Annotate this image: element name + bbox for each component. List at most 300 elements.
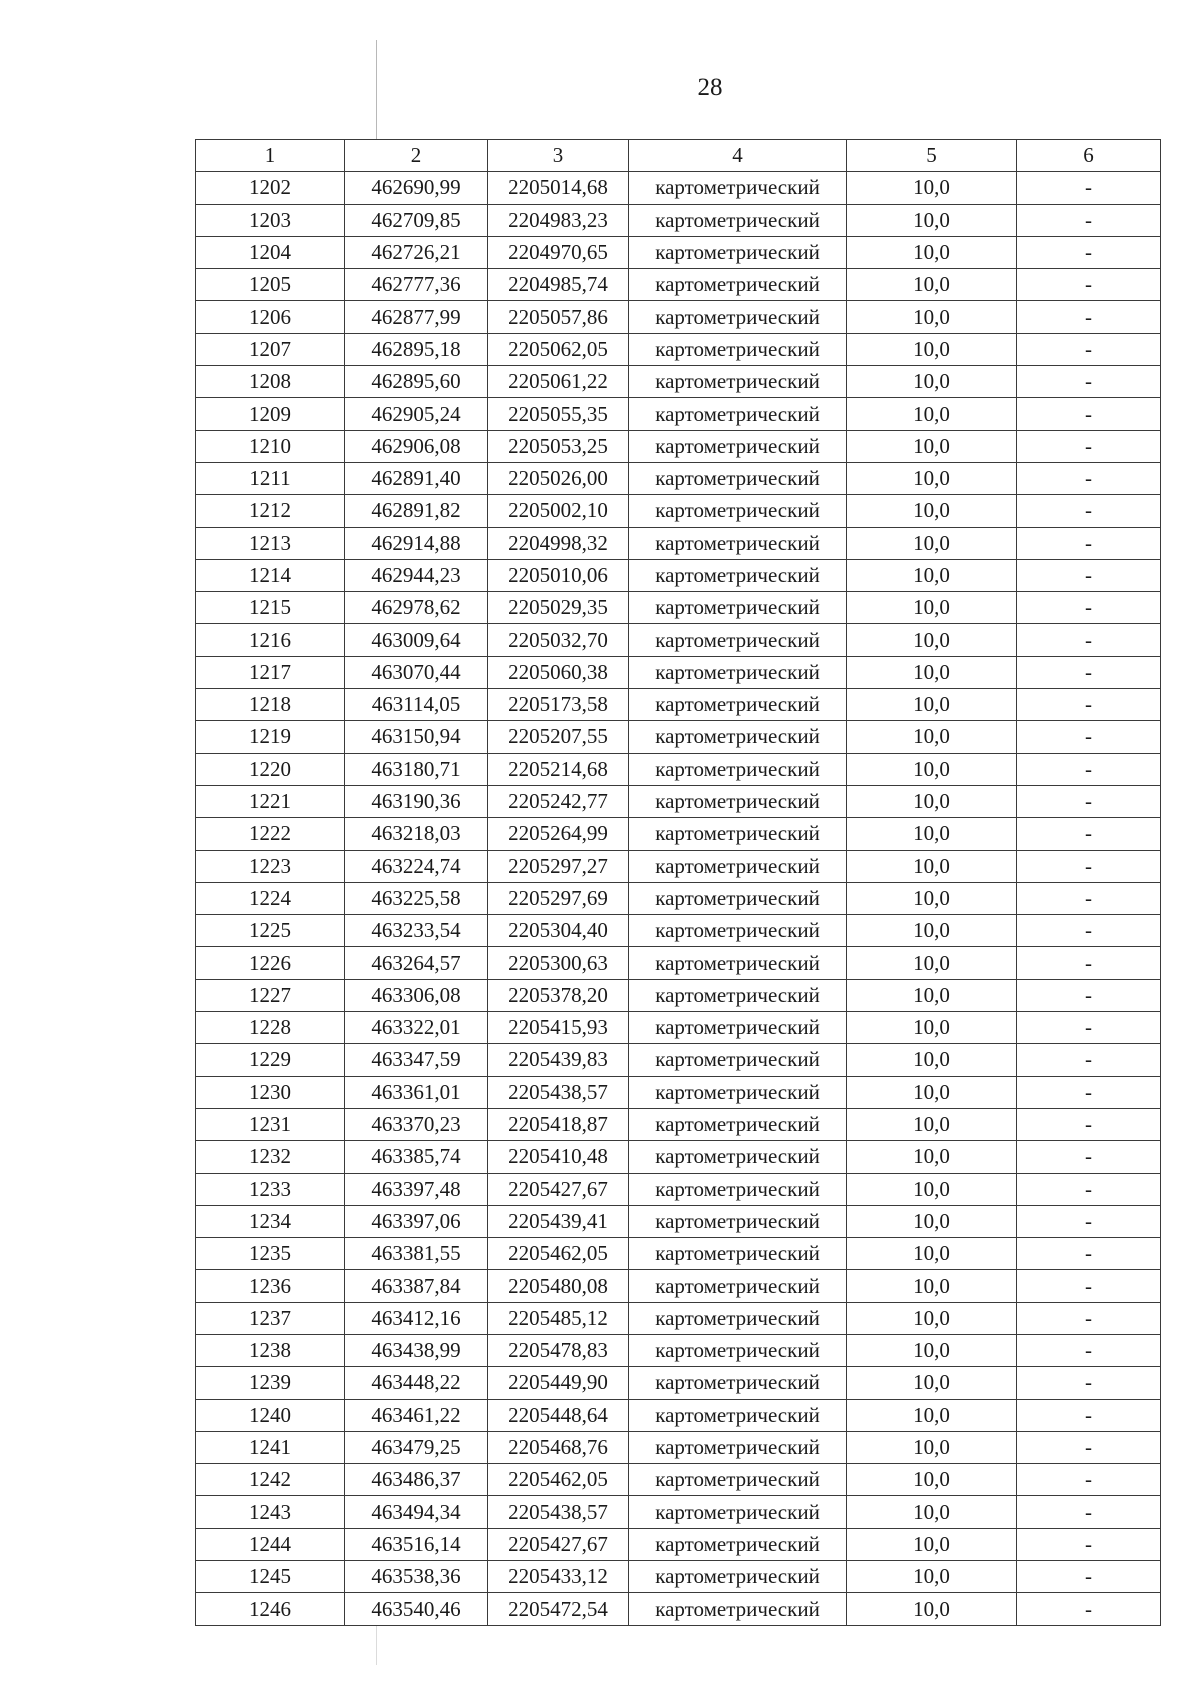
point-number-cell: 1202 [196,172,345,204]
description-cell: - [1017,1270,1161,1302]
x-coordinate-cell: 463438,99 [345,1334,488,1366]
description-cell: - [1017,527,1161,559]
table-row [196,656,1161,688]
description-cell: - [1017,592,1161,624]
point-number-cell: 1204 [196,236,345,268]
x-coordinate-cell: 463448,22 [345,1367,488,1399]
accuracy-cell: 10,0 [847,366,1017,398]
accuracy-cell: 10,0 [847,1334,1017,1366]
table-row [196,592,1161,624]
table-row [196,1593,1161,1625]
point-number-cell: 1229 [196,1044,345,1076]
method-cell: картометрический [629,204,847,236]
y-coordinate-cell: 2205438,57 [488,1076,629,1108]
x-coordinate-cell: 462877,99 [345,301,488,333]
y-coordinate-cell: 2205304,40 [488,915,629,947]
y-coordinate-cell: 2205480,08 [488,1270,629,1302]
accuracy-cell: 10,0 [847,1464,1017,1496]
description-cell: - [1017,753,1161,785]
scan-artifact-line [376,1625,377,1665]
y-coordinate-cell: 2205173,58 [488,689,629,721]
table-row [196,236,1161,268]
y-coordinate-cell: 2205449,90 [488,1367,629,1399]
x-coordinate-cell: 462914,88 [345,527,488,559]
x-coordinate-cell: 462777,36 [345,269,488,301]
accuracy-cell: 10,0 [847,1528,1017,1560]
description-cell: - [1017,979,1161,1011]
description-cell: - [1017,430,1161,462]
x-coordinate-cell: 462906,08 [345,430,488,462]
y-coordinate-cell: 2205010,06 [488,559,629,591]
accuracy-cell: 10,0 [847,559,1017,591]
description-cell: - [1017,559,1161,591]
table-row [196,753,1161,785]
table-row [196,1205,1161,1237]
y-coordinate-cell: 2205485,12 [488,1302,629,1334]
method-cell: картометрический [629,624,847,656]
x-coordinate-cell: 463009,64 [345,624,488,656]
table-row [196,1464,1161,1496]
method-cell: картометрический [629,1270,847,1302]
x-coordinate-cell: 462690,99 [345,172,488,204]
accuracy-cell: 10,0 [847,656,1017,688]
table-row [196,1561,1161,1593]
description-cell: - [1017,1141,1161,1173]
y-coordinate-cell: 2205439,83 [488,1044,629,1076]
accuracy-cell: 10,0 [847,398,1017,430]
x-coordinate-cell: 462726,21 [345,236,488,268]
point-number-cell: 1210 [196,430,345,462]
description-cell: - [1017,204,1161,236]
method-cell: картометрический [629,850,847,882]
y-coordinate-cell: 2204983,23 [488,204,629,236]
table-row [196,301,1161,333]
method-cell: картометрический [629,1399,847,1431]
description-cell: - [1017,1528,1161,1560]
description-cell: - [1017,850,1161,882]
method-cell: картометрический [629,753,847,785]
table-row [196,1528,1161,1560]
x-coordinate-cell: 463361,01 [345,1076,488,1108]
method-cell: картометрический [629,1464,847,1496]
table-row [196,527,1161,559]
method-cell: картометрический [629,1205,847,1237]
x-coordinate-cell: 463461,22 [345,1399,488,1431]
x-coordinate-cell: 463516,14 [345,1528,488,1560]
accuracy-cell: 10,0 [847,947,1017,979]
table-row [196,462,1161,494]
method-cell: картометрический [629,1431,847,1463]
table-row [196,1431,1161,1463]
y-coordinate-cell: 2205053,25 [488,430,629,462]
accuracy-cell: 10,0 [847,850,1017,882]
y-coordinate-cell: 2205410,48 [488,1141,629,1173]
description-cell: - [1017,624,1161,656]
point-number-cell: 1228 [196,1012,345,1044]
method-cell: картометрический [629,1593,847,1625]
column-header: 4 [629,140,847,172]
accuracy-cell: 10,0 [847,495,1017,527]
method-cell: картометрический [629,462,847,494]
point-number-cell: 1218 [196,689,345,721]
y-coordinate-cell: 2205415,93 [488,1012,629,1044]
table-row [196,1076,1161,1108]
table-row [196,947,1161,979]
description-cell: - [1017,1302,1161,1334]
accuracy-cell: 10,0 [847,462,1017,494]
point-number-cell: 1209 [196,398,345,430]
point-number-cell: 1227 [196,979,345,1011]
description-cell: - [1017,915,1161,947]
method-cell: картометрический [629,1012,847,1044]
table-row [196,172,1161,204]
accuracy-cell: 10,0 [847,624,1017,656]
point-number-cell: 1215 [196,592,345,624]
y-coordinate-cell: 2205014,68 [488,172,629,204]
y-coordinate-cell: 2204970,65 [488,236,629,268]
x-coordinate-cell: 463370,23 [345,1108,488,1140]
method-cell: картометрический [629,1238,847,1270]
accuracy-cell: 10,0 [847,1561,1017,1593]
point-number-cell: 1236 [196,1270,345,1302]
method-cell: картометрический [629,785,847,817]
description-cell: - [1017,495,1161,527]
point-number-cell: 1234 [196,1205,345,1237]
accuracy-cell: 10,0 [847,1496,1017,1528]
accuracy-cell: 10,0 [847,818,1017,850]
description-cell: - [1017,1431,1161,1463]
column-header: 2 [345,140,488,172]
accuracy-cell: 10,0 [847,689,1017,721]
y-coordinate-cell: 2205439,41 [488,1205,629,1237]
y-coordinate-cell: 2205060,38 [488,656,629,688]
x-coordinate-cell: 463070,44 [345,656,488,688]
x-coordinate-cell: 463540,46 [345,1593,488,1625]
table-row [196,430,1161,462]
y-coordinate-cell: 2205427,67 [488,1173,629,1205]
point-number-cell: 1223 [196,850,345,882]
point-number-cell: 1244 [196,1528,345,1560]
y-coordinate-cell: 2205478,83 [488,1334,629,1366]
y-coordinate-cell: 2205472,54 [488,1593,629,1625]
x-coordinate-cell: 463494,34 [345,1496,488,1528]
point-number-cell: 1235 [196,1238,345,1270]
point-number-cell: 1243 [196,1496,345,1528]
accuracy-cell: 10,0 [847,882,1017,914]
y-coordinate-cell: 2205026,00 [488,462,629,494]
accuracy-cell: 10,0 [847,1270,1017,1302]
description-cell: - [1017,1012,1161,1044]
description-cell: - [1017,462,1161,494]
table-row [196,1108,1161,1140]
point-number-cell: 1238 [196,1334,345,1366]
point-number-cell: 1211 [196,462,345,494]
x-coordinate-cell: 463322,01 [345,1012,488,1044]
x-coordinate-cell: 463479,25 [345,1431,488,1463]
table-row [196,1173,1161,1205]
point-number-cell: 1221 [196,785,345,817]
description-cell: - [1017,1399,1161,1431]
method-cell: картометрический [629,882,847,914]
point-number-cell: 1242 [196,1464,345,1496]
x-coordinate-cell: 462944,23 [345,559,488,591]
x-coordinate-cell: 462905,24 [345,398,488,430]
description-cell: - [1017,689,1161,721]
x-coordinate-cell: 463397,48 [345,1173,488,1205]
description-cell: - [1017,721,1161,753]
method-cell: картометрический [629,1367,847,1399]
method-cell: картометрический [629,979,847,1011]
point-number-cell: 1225 [196,915,345,947]
table-row [196,1044,1161,1076]
coordinates-table [195,139,1161,1626]
x-coordinate-cell: 463150,94 [345,721,488,753]
x-coordinate-cell: 463225,58 [345,882,488,914]
table-row [196,559,1161,591]
table-row [196,882,1161,914]
column-header: 5 [847,140,1017,172]
description-cell: - [1017,1561,1161,1593]
y-coordinate-cell: 2205032,70 [488,624,629,656]
accuracy-cell: 10,0 [847,979,1017,1011]
accuracy-cell: 10,0 [847,1238,1017,1270]
x-coordinate-cell: 463306,08 [345,979,488,1011]
accuracy-cell: 10,0 [847,785,1017,817]
table-row [196,1496,1161,1528]
method-cell: картометрический [629,1108,847,1140]
y-coordinate-cell: 2205002,10 [488,495,629,527]
method-cell: картометрический [629,1496,847,1528]
description-cell: - [1017,1334,1161,1366]
point-number-cell: 1207 [196,333,345,365]
point-number-cell: 1212 [196,495,345,527]
point-number-cell: 1217 [196,656,345,688]
method-cell: картометрический [629,301,847,333]
header-row [196,140,1161,172]
accuracy-cell: 10,0 [847,1012,1017,1044]
description-cell: - [1017,818,1161,850]
y-coordinate-cell: 2205264,99 [488,818,629,850]
description-cell: - [1017,172,1161,204]
y-coordinate-cell: 2205418,87 [488,1108,629,1140]
table-row [196,333,1161,365]
accuracy-cell: 10,0 [847,1399,1017,1431]
y-coordinate-cell: 2205300,63 [488,947,629,979]
point-number-cell: 1224 [196,882,345,914]
x-coordinate-cell: 463381,55 [345,1238,488,1270]
accuracy-cell: 10,0 [847,1593,1017,1625]
x-coordinate-cell: 463538,36 [345,1561,488,1593]
accuracy-cell: 10,0 [847,333,1017,365]
description-cell: - [1017,1496,1161,1528]
table-row [196,1238,1161,1270]
table-row [196,721,1161,753]
point-number-cell: 1239 [196,1367,345,1399]
y-coordinate-cell: 2204985,74 [488,269,629,301]
accuracy-cell: 10,0 [847,1108,1017,1140]
y-coordinate-cell: 2205214,68 [488,753,629,785]
point-number-cell: 1245 [196,1561,345,1593]
y-coordinate-cell: 2205433,12 [488,1561,629,1593]
description-cell: - [1017,398,1161,430]
method-cell: картометрический [629,592,847,624]
method-cell: картометрический [629,1528,847,1560]
accuracy-cell: 10,0 [847,1076,1017,1108]
y-coordinate-cell: 2205448,64 [488,1399,629,1431]
accuracy-cell: 10,0 [847,1431,1017,1463]
method-cell: картометрический [629,721,847,753]
table-row [196,495,1161,527]
y-coordinate-cell: 2205297,27 [488,850,629,882]
accuracy-cell: 10,0 [847,204,1017,236]
x-coordinate-cell: 462891,40 [345,462,488,494]
y-coordinate-cell: 2205055,35 [488,398,629,430]
description-cell: - [1017,236,1161,268]
point-number-cell: 1213 [196,527,345,559]
accuracy-cell: 10,0 [847,1367,1017,1399]
table-row [196,269,1161,301]
accuracy-cell: 10,0 [847,430,1017,462]
table-row [196,1270,1161,1302]
accuracy-cell: 10,0 [847,753,1017,785]
table-row [196,689,1161,721]
page-number: 28 [697,74,723,101]
y-coordinate-cell: 2205297,69 [488,882,629,914]
x-coordinate-cell: 462891,82 [345,495,488,527]
x-coordinate-cell: 463264,57 [345,947,488,979]
y-coordinate-cell: 2205462,05 [488,1464,629,1496]
x-coordinate-cell: 463347,59 [345,1044,488,1076]
point-number-cell: 1216 [196,624,345,656]
point-number-cell: 1241 [196,1431,345,1463]
method-cell: картометрический [629,527,847,559]
x-coordinate-cell: 462709,85 [345,204,488,236]
x-coordinate-cell: 463224,74 [345,850,488,882]
method-cell: картометрический [629,1334,847,1366]
x-coordinate-cell: 463233,54 [345,915,488,947]
x-coordinate-cell: 463114,05 [345,689,488,721]
accuracy-cell: 10,0 [847,721,1017,753]
table-row [196,366,1161,398]
accuracy-cell: 10,0 [847,915,1017,947]
point-number-cell: 1206 [196,301,345,333]
point-number-cell: 1246 [196,1593,345,1625]
description-cell: - [1017,882,1161,914]
x-coordinate-cell: 463486,37 [345,1464,488,1496]
table-row [196,850,1161,882]
point-number-cell: 1219 [196,721,345,753]
method-cell: картометрический [629,656,847,688]
x-coordinate-cell: 463387,84 [345,1270,488,1302]
method-cell: картометрический [629,1076,847,1108]
table-row [196,1367,1161,1399]
x-coordinate-cell: 463190,36 [345,785,488,817]
x-coordinate-cell: 463385,74 [345,1141,488,1173]
accuracy-cell: 10,0 [847,236,1017,268]
accuracy-cell: 10,0 [847,1205,1017,1237]
accuracy-cell: 10,0 [847,301,1017,333]
description-cell: - [1017,1173,1161,1205]
point-number-cell: 1233 [196,1173,345,1205]
description-cell: - [1017,1593,1161,1625]
y-coordinate-cell: 2205029,35 [488,592,629,624]
accuracy-cell: 10,0 [847,1044,1017,1076]
x-coordinate-cell: 463412,16 [345,1302,488,1334]
description-cell: - [1017,301,1161,333]
y-coordinate-cell: 2205468,76 [488,1431,629,1463]
column-header: 6 [1017,140,1161,172]
point-number-cell: 1226 [196,947,345,979]
accuracy-cell: 10,0 [847,1173,1017,1205]
method-cell: картометрический [629,366,847,398]
y-coordinate-cell: 2205057,86 [488,301,629,333]
y-coordinate-cell: 2205427,67 [488,1528,629,1560]
y-coordinate-cell: 2205378,20 [488,979,629,1011]
table-body [196,172,1161,1625]
description-cell: - [1017,1238,1161,1270]
method-cell: картометрический [629,559,847,591]
description-cell: - [1017,1464,1161,1496]
description-cell: - [1017,1367,1161,1399]
y-coordinate-cell: 2205242,77 [488,785,629,817]
accuracy-cell: 10,0 [847,527,1017,559]
y-coordinate-cell: 2205207,55 [488,721,629,753]
scan-artifact-line [376,40,377,140]
description-cell: - [1017,333,1161,365]
method-cell: картометрический [629,1044,847,1076]
method-cell: картометрический [629,1141,847,1173]
description-cell: - [1017,656,1161,688]
table-row [196,398,1161,430]
y-coordinate-cell: 2205462,05 [488,1238,629,1270]
x-coordinate-cell: 462895,18 [345,333,488,365]
point-number-cell: 1230 [196,1076,345,1108]
method-cell: картометрический [629,947,847,979]
x-coordinate-cell: 462978,62 [345,592,488,624]
table-row [196,1399,1161,1431]
description-cell: - [1017,1076,1161,1108]
method-cell: картометрический [629,269,847,301]
method-cell: картометрический [629,236,847,268]
accuracy-cell: 10,0 [847,1302,1017,1334]
description-cell: - [1017,366,1161,398]
method-cell: картометрический [629,398,847,430]
x-coordinate-cell: 463218,03 [345,818,488,850]
description-cell: - [1017,1205,1161,1237]
description-cell: - [1017,1044,1161,1076]
column-header: 1 [196,140,345,172]
point-number-cell: 1231 [196,1108,345,1140]
table-row [196,979,1161,1011]
method-cell: картометрический [629,1302,847,1334]
table-row [196,915,1161,947]
table-row [196,624,1161,656]
description-cell: - [1017,269,1161,301]
method-cell: картометрический [629,689,847,721]
method-cell: картометрический [629,1561,847,1593]
accuracy-cell: 10,0 [847,269,1017,301]
y-coordinate-cell: 2205062,05 [488,333,629,365]
point-number-cell: 1203 [196,204,345,236]
table-row [196,1302,1161,1334]
accuracy-cell: 10,0 [847,172,1017,204]
description-cell: - [1017,947,1161,979]
method-cell: картометрический [629,915,847,947]
x-coordinate-cell: 463397,06 [345,1205,488,1237]
accuracy-cell: 10,0 [847,592,1017,624]
point-number-cell: 1240 [196,1399,345,1431]
method-cell: картометрический [629,1173,847,1205]
